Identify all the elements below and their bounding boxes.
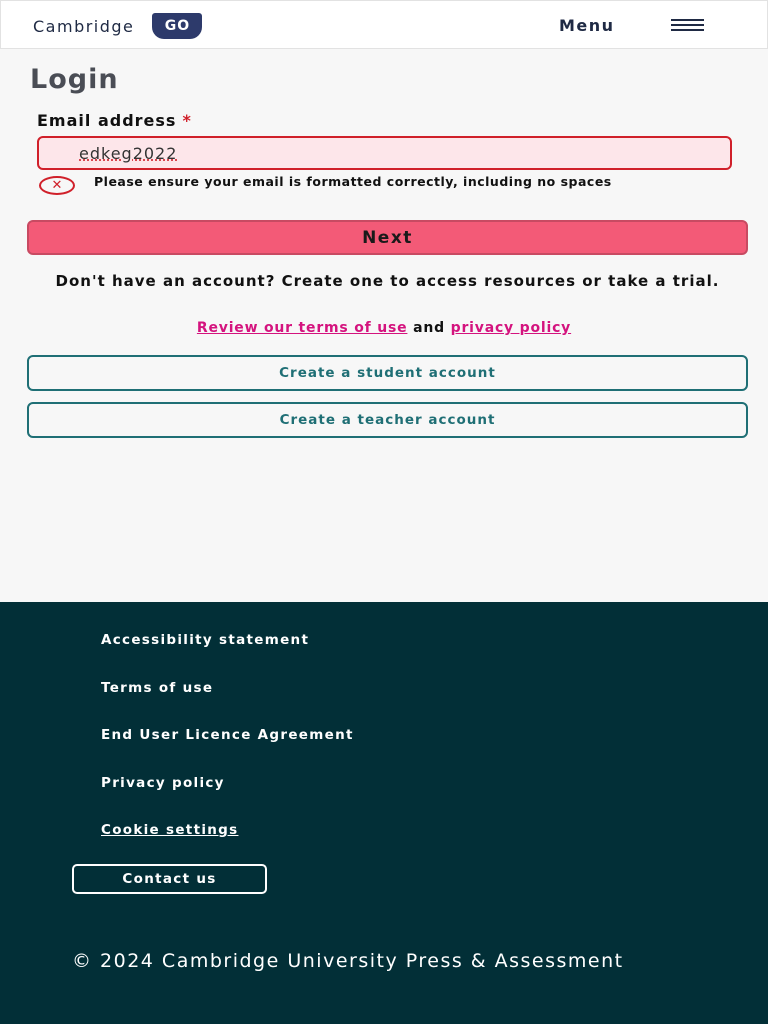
email-error bbox=[39, 176, 654, 195]
next-button[interactable]: Next bbox=[27, 220, 748, 255]
menu-button-label[interactable]: Menu bbox=[559, 16, 615, 35]
create-teacher-account-button[interactable]: Create a teacher account bbox=[27, 402, 748, 438]
site-footer bbox=[0, 602, 768, 1024]
required-marker: * bbox=[182, 111, 192, 130]
brand-name: Cambridge bbox=[33, 16, 135, 36]
footer-link-privacy[interactable]: Privacy policy bbox=[101, 775, 225, 791]
and-text: and bbox=[413, 320, 445, 336]
privacy-policy-link[interactable]: privacy policy bbox=[450, 320, 572, 336]
footer-link-eula[interactable]: End User Licence Agreement bbox=[101, 727, 354, 743]
footer-link-accessibility[interactable]: Accessibility statement bbox=[101, 632, 310, 648]
contact-us-button[interactable]: Contact us bbox=[72, 864, 267, 894]
site-header bbox=[0, 0, 768, 49]
error-x-icon: ✕ bbox=[39, 176, 75, 195]
brand-badge: GO bbox=[152, 13, 202, 39]
error-message: Please ensure your email is formatted correctly, including no spaces bbox=[94, 174, 612, 189]
email-label-text: Email address bbox=[37, 111, 177, 130]
copyright: © 2024 Cambridge University Press & Assessment bbox=[72, 950, 624, 972]
footer-link-terms[interactable]: Terms of use bbox=[101, 680, 214, 696]
hamburger-icon[interactable] bbox=[671, 19, 704, 31]
terms-of-use-link[interactable]: Review our terms of use bbox=[196, 320, 408, 336]
email-field[interactable] bbox=[37, 136, 732, 170]
page-title: Login bbox=[30, 64, 119, 95]
brand-logo[interactable] bbox=[33, 13, 202, 39]
terms-line bbox=[0, 320, 768, 336]
email-label bbox=[37, 111, 192, 130]
footer-link-cookie-settings[interactable]: Cookie settings bbox=[101, 822, 239, 838]
create-student-account-button[interactable]: Create a student account bbox=[27, 355, 748, 391]
account-prompt: Don't have an account? Create one to access resources or take a trial. bbox=[55, 272, 720, 290]
